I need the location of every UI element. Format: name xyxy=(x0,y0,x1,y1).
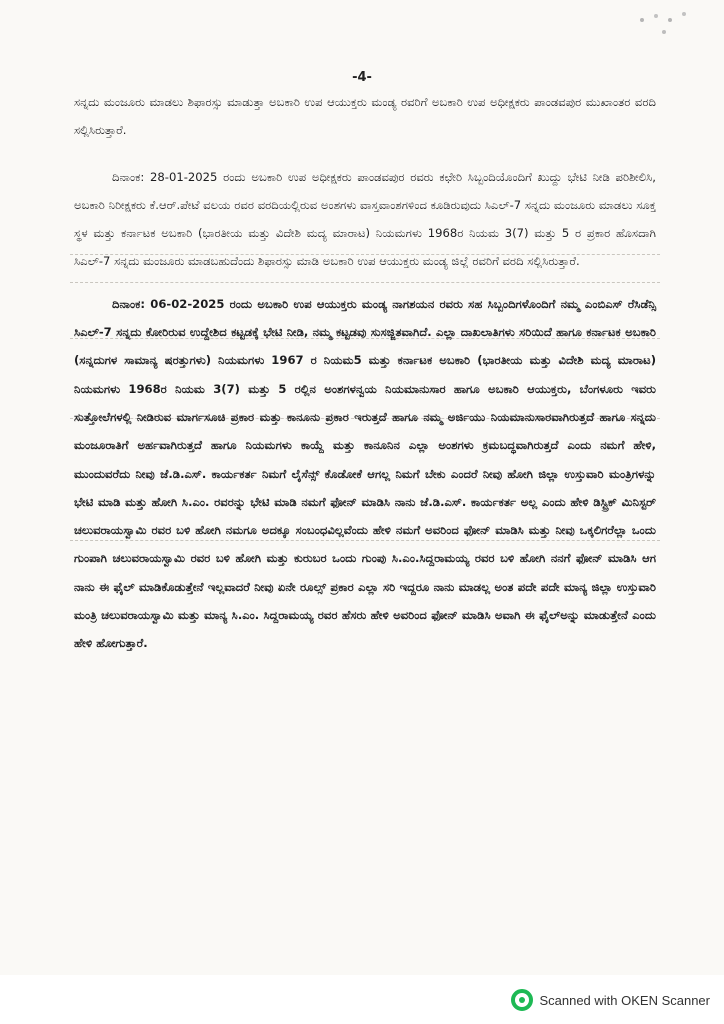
paragraph-inspection-28-01-2025: ದಿನಾಂಕ: 28-01-2025 ರಂದು ಅಬಕಾರಿ ಉಪ ಅಧೀಕ್ಷಕರು ಪಾಂಡವಪುರ ರವರು ಕಛೇರಿ ಸಿಬ್ಬಂದಿಯೊಂದಿಗೆ ಖುದ್ದು ಭೇಟಿ ನೀಡಿ ಪರಿಶೀಲಿಸಿ, ಅಬಕಾರಿ ನಿರೀಕ್ಷಕರು ಕೆ.ಆರ್.ಪೇಟೆ ವಲಯ ರವರ ವರದಿಯಲ್ಲಿರುವ ಅಂಶಗಳು ವಾಸ್ತವಾಂಶಗಳಿಂದ ಕೂಡಿರುವುದು ಸಿಎಲ್-7 ಸನ್ನದು ಮಂಜೂರು ಮಾಡಲು ಸೂಕ್ತ ಸ್ಥಳ ಮತ್ತು ಕರ್ನಾಟಕ ಅಬಕಾರಿ (ಭಾರತೀಯ ಮತ್ತು ವಿದೇಶಿ ಮದ್ಯ ಮಾರಾಟ) ನಿಯಮಗಳು 1968ರ ನಿಯಮ 3(7) ಮತ್ತು 5 ರ ಪ್ರಕಾರ ಹೊಸದಾಗಿ ಸಿಎಲ್-7 ಸನ್ನದು ಮಂಜೂರು ಮಾಡಬಹುದೆಂದು ಶಿಫಾರಸ್ಸು ಮಾಡಿ ಅಬಕಾರಿ ಉಪ ಆಯುಕ್ತರು ಮಂಡ್ಯ ಜಿಲ್ಲೆ ರವರಿಗೆ ವರದಿ ಸಲ್ಲಿಸಿರುತ್ತಾರೆ. xyxy=(74,169,656,269)
paragraph-continuation: ಸನ್ನದು ಮಂಜೂರು ಮಾಡಲು ಶಿಫಾರಸ್ಸು ಮಾಡುತ್ತಾ ಅಬಕಾರಿ ಉಪ ಆಯುಕ್ತರು ಮಂಡ್ಯ ರವರಿಗೆ ಅಬಕಾರಿ ಉಪ ಅಧೀಕ್ಷಕರು ಪಾಂಡವಪುರ ಮುಖಾಂತರ ವರದಿ ಸಲ್ಲಿಸಿರುತ್ತಾರೆ. xyxy=(74,95,656,138)
scanner-label: Scanned with OKEN Scanner xyxy=(539,992,710,1008)
scanner-watermark xyxy=(511,989,710,1011)
page-number: -4- xyxy=(352,70,372,85)
paragraph-visit-06-02-2025: ದಿನಾಂಕ: 06-02-2025 ರಂದು ಅಬಕಾರಿ ಉಪ ಆಯುಕ್ತರು ಮಂಡ್ಯ ನಾಗಶಯನ ರವರು ಸಹ ಸಿಬ್ಬಂದಿಗಳೊಂದಿಗೆ ನಮ್ಮ ಎಂಬಿಎಸ್ ರೆಸಿಡೆನ್ಸಿ ಸಿಎಲ್-7 ಸನ್ನದು ಕೋರಿರುವ ಉದ್ದೇಶಿದ ಕಟ್ಟಡಕ್ಕೆ ಭೇಟಿ ನೀಡಿ, ನಮ್ಮ ಕಟ್ಟಡವು ಸುಸಜ್ಜಿತವಾಗಿದೆ. ಎಲ್ಲಾ ದಾಖಲಾತಿಗಳು ಸರಿಯಿದೆ ಹಾಗೂ ಕರ್ನಾಟಕ ಅಬಕಾರಿ (ಸನ್ನದುಗಳ ಸಾಮಾನ್ಯ ಷರತ್ತುಗಳು) ನಿಯಮಗಳು 1967 ರ ನಿಯಮ5 ಮತ್ತು ಕರ್ನಾಟಕ ಅಬಕಾರಿ (ಭಾರತೀಯ ಮತ್ತು ವಿದೇಶಿ ಮದ್ಯ ಮಾರಾಟ) ನಿಯಮಗಳು 1968ರ ನಿಯಮ 3(7) ಮತ್ತು 5 ರಲ್ಲಿನ ಅಂಶಗಳನ್ವಯ ನಿಯಮಾನುಸಾರ ಹಾಗೂ ಅಬಕಾರಿ ಆಯುಕ್ತರು, ಬೆಂಗಳೂರು ಇವರು ಸುತ್ತೋಲೆಗಳಲ್ಲಿ ನೀಡಿರುವ ಮಾರ್ಗಸೂಚಿ ಪ್ರಕಾರ ಮತ್ತು ಕಾನೂನು ಪ್ರಕಾರ ಇರುತ್ತದೆ ಹಾಗೂ ನಮ್ಮ ಅರ್ಜಿಯು ನಿಯಮಾನುಸಾರವಾಗಿರುತ್ತದೆ ಹಾಗೂ ಸನ್ನದು ಮಂಜೂರಾತಿಗೆ ಅರ್ಹವಾಗಿರುತ್ತದೆ ಹಾಗೂ ನಿಯಮಗಳು ಕಾಯ್ದೆ ಮತ್ತು ಕಾನೂನಿನ ಎಲ್ಲಾ ಅಂಶಗಳು ಕ್ರಮಬದ್ಧವಾಗಿರುತ್ತದೆ ಎಂದು ನಮಗೆ ಹೇಳಿ, ಮುಂದುವರೆದು ನೀವು ಜೆ.ಡಿ.ಎಸ್. ಕಾರ್ಯಕರ್ತ ನಿಮಗೆ ಲೈಸೆನ್ಸ್ ಕೊಡೋಕೆ ಆಗಲ್ಲ ನಿಮಗೆ ಬೇಕು ಎಂದರೆ ನೀವು ಹೋಗಿ ಜಿಲ್ಲಾ ಉಸ್ತುವಾರಿ ಮಂತ್ರಿಗಳನ್ನು ಭೇಟಿ ಮಾಡಿ ಮತ್ತು ಹೋಗಿ ಸಿ.ಎಂ. ರವರನ್ನು ಭೇಟಿ ಮಾಡಿ ನಮಗೆ ಫೋನ್ ಮಾಡಿಸಿ ನಾನು ಜೆ.ಡಿ.ಎಸ್. ಕಾರ್ಯಕರ್ತ ಅಲ್ಲ ಎಂದು ಹೇಳಿ ಡಿಸ್ಟ್ರಿಕ್ ಮಿನಿಸ್ಟರ್ ಚಲುವರಾಯಸ್ವಾಮಿ ರವರ ಬಳಿ ಹೋಗಿ ನಮಗೂ ಅದಕ್ಕೂ ಸಂಬಂಧವಿಲ್ಲವೆಂದು ಹೇಳಿ ನಮಗೆ ಅವರಿಂದ ಫೋನ್ ಮಾಡಿಸಿ ಮತ್ತು ನೀವು ಒಕ್ಕಲಿಗರೆಲ್ಲಾ ಒಂದು ಗುಂಪಾಗಿ ಚಲುವರಾಯಸ್ವಾಮಿ ರವರ ಬಳಿ ಹೋಗಿ ಮತ್ತು ಕುರುಬರ ಒಂದು ಗುಂಪು ಸಿ.ಎಂ.ಸಿದ್ದರಾಮಯ್ಯ ರವರ ಬಳಿ ಹೋಗಿ ನನಗೆ ಫೋನ್ ಮಾಡಿಸಿ ಆಗ ನಾನು ಈ ಫೈಲ್ ಮಾಡಿಕೊಡುತ್ತೇನೆ ಇಲ್ಲವಾದರೆ ನೀವು ಏನೇ ರೂಲ್ಸ್ ಪ್ರಕಾರ ಎಲ್ಲಾ ಸರಿ ಇದ್ದರೂ ನಾನು ಮಾಡಲ್ಲ ಅಂತ ಪದೇ ಪದೇ ಮಾನ್ಯ ಜಿಲ್ಲಾ ಉಸ್ತುವಾರಿ ಮಂತ್ರಿ ಚಲುವರಾಯಸ್ವಾಮಿ ಮತ್ತು ಮಾನ್ಯ ಸಿ.ಎಂ. ಸಿದ್ದರಾಮಯ್ಯ ರವರ ಹೆಸರು ಹೇಳಿ ಅವರಿಂದ ಫೋನ್ ಮಾಡಿಸಿ ಅವಾಗಿ ಈ ಫೈಲ್‌ಅನ್ನು ಮಾಡುತ್ತೇನೆ ಎಂದು ಹೇಳಿ ಹೋಗುತ್ತಾರೆ. xyxy=(74,296,656,651)
scanner-footer xyxy=(0,975,724,1024)
scanner-dots-mark xyxy=(634,8,694,48)
oken-scanner-logo-icon xyxy=(511,989,533,1011)
letter-body xyxy=(74,88,656,658)
